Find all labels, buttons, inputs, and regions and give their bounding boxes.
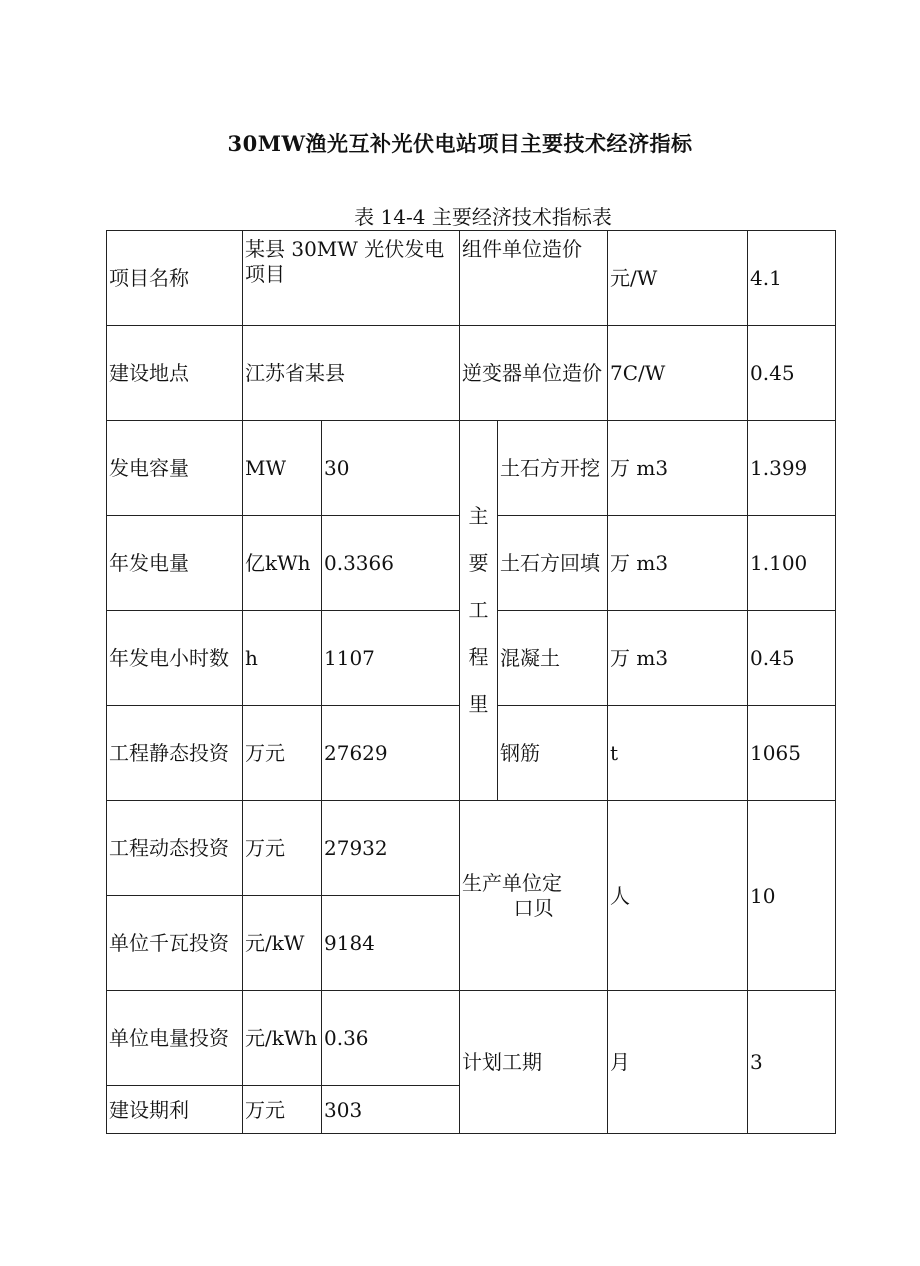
unit-staff: 人: [608, 801, 748, 991]
unit-annual-hours: h: [243, 611, 322, 706]
unit-module-cost: 元/W: [608, 231, 748, 326]
value-capacity: 30: [322, 421, 460, 516]
page-title: 30MW渔光互补光伏电站项目主要技术经济指标: [227, 131, 693, 156]
unit-dynamic-invest: 万元: [243, 801, 322, 896]
label-excavation: 土石方开挖: [498, 421, 608, 516]
unit-interest: 万元: [243, 1086, 322, 1134]
value-rebar: 1065: [748, 706, 836, 801]
label-annual-hours: 年发电小时数: [107, 611, 243, 706]
label-module-cost: 组件单位造价: [460, 231, 608, 326]
unit-annual-gen: 亿kWh: [243, 516, 322, 611]
label-dynamic-invest: 工程动态投资: [107, 801, 243, 896]
value-location: 江苏省某县: [243, 326, 460, 421]
label-annual-gen: 年发电量: [107, 516, 243, 611]
label-main-works: 主 要 工 程 里: [460, 421, 498, 801]
unit-backfill: 万 m3: [608, 516, 748, 611]
unit-period: 月: [608, 991, 748, 1134]
label-kw-invest: 单位千瓦投资: [107, 896, 243, 991]
unit-kw-invest: 元/kW: [243, 896, 322, 991]
label-period: 计划工期: [460, 991, 608, 1134]
unit-concrete: 万 m3: [608, 611, 748, 706]
label-location: 建设地点: [107, 326, 243, 421]
value-excavation: 1.399: [748, 421, 836, 516]
label-backfill: 土石方回填: [498, 516, 608, 611]
value-period: 3: [748, 991, 836, 1134]
value-backfill: 1.100: [748, 516, 836, 611]
value-annual-gen: 0.3366: [322, 516, 460, 611]
unit-inverter-cost: 7C/W: [608, 326, 748, 421]
value-static-invest: 27629: [322, 706, 460, 801]
indicator-table: [106, 230, 836, 1134]
unit-excavation: 万 m3: [608, 421, 748, 516]
label-interest: 建设期利: [107, 1086, 243, 1134]
label-concrete: 混凝土: [498, 611, 608, 706]
table-caption: 表 14-4 主要经济技术指标表: [354, 205, 612, 229]
label-rebar: 钢筋: [498, 706, 608, 801]
label-capacity: 发电容量: [107, 421, 243, 516]
unit-static-invest: 万元: [243, 706, 322, 801]
value-kwh-invest: 0.36: [322, 991, 460, 1086]
value-interest: 303: [322, 1086, 460, 1134]
label-static-invest: 工程静态投资: [107, 706, 243, 801]
unit-capacity: MW: [243, 421, 322, 516]
value-concrete: 0.45: [748, 611, 836, 706]
value-inverter-cost: 0.45: [748, 326, 836, 421]
label-kwh-invest: 单位电量投资: [107, 991, 243, 1086]
value-staff: 10: [748, 801, 836, 991]
unit-kwh-invest: 元/kWh: [243, 991, 322, 1086]
unit-rebar: t: [608, 706, 748, 801]
value-kw-invest: 9184: [322, 896, 460, 991]
value-project-name: 某县 30MW 光伏发电项目: [243, 231, 460, 326]
label-staff: 生产单位定 口贝: [460, 801, 608, 991]
value-dynamic-invest: 27932: [322, 801, 460, 896]
label-project-name: 项目名称: [107, 231, 243, 326]
value-module-cost: 4.1: [748, 231, 836, 326]
value-annual-hours: 1107: [322, 611, 460, 706]
label-inverter-cost: 逆变器单位造价: [460, 326, 608, 421]
